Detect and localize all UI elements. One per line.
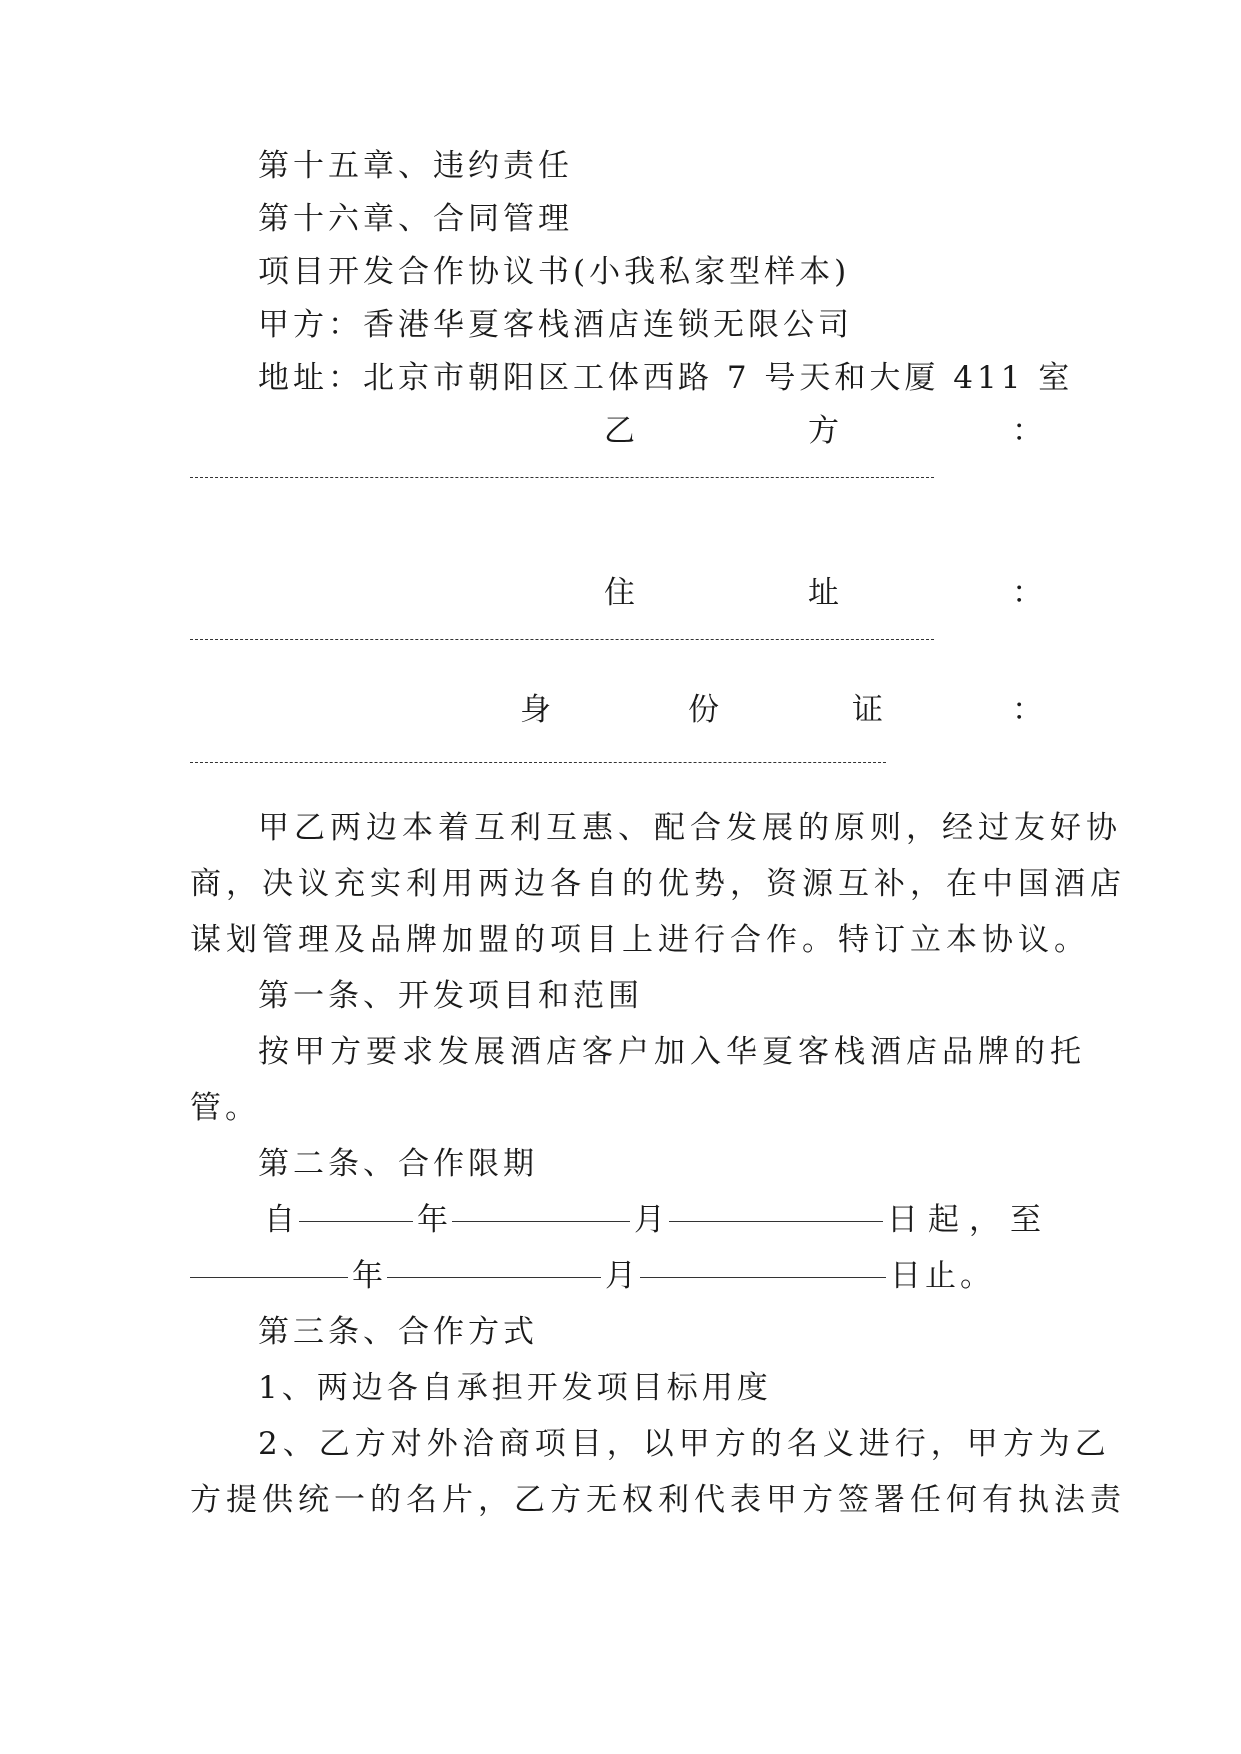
intro-line-2: 商，决议充实利用两边各自的优势，资源互补，在中国酒店 <box>190 866 1126 902</box>
party-b-blank-line <box>190 477 934 478</box>
residence-char-1: 住 <box>604 575 635 611</box>
residence-colon: ： <box>1012 575 1043 611</box>
period-day-from: 日起，至 <box>887 1202 1051 1238</box>
id-card-char-1: 身 <box>520 692 551 728</box>
period-year-2: 年 <box>352 1258 383 1294</box>
blank-month-from <box>452 1221 630 1222</box>
article-2-period-line-1 <box>264 1200 1064 1240</box>
article-1-body-2: 管。 <box>190 1090 260 1126</box>
residence-blank-line <box>190 639 934 640</box>
chapter-15: 第十五章、违约责任 <box>258 148 573 184</box>
chapter-16: 第十六章、合同管理 <box>258 201 573 237</box>
party-b-char-1: 乙 <box>604 413 635 449</box>
party-a: 甲方：香港华夏客栈酒店连锁无限公司 <box>258 307 853 343</box>
article-3-item-2-line-1: 2、乙方对外洽商项目，以甲方的名义进行，甲方为乙 <box>258 1426 1111 1462</box>
party-b-colon: ： <box>1012 413 1043 449</box>
blank-day-to <box>640 1277 886 1278</box>
article-2-period-line-2 <box>190 1256 995 1296</box>
period-month-2: 月 <box>605 1258 636 1294</box>
id-card-blank-line <box>190 762 886 763</box>
blank-year-to <box>190 1277 348 1278</box>
article-3-item-2-line-2: 方提供统一的名片，乙方无权利代表甲方签署任何有执法责 <box>190 1482 1126 1518</box>
intro-line-1: 甲乙两边本着互利互惠、配合发展的原则，经过友好协 <box>258 810 1122 846</box>
article-3-item-1: 1、两边各自承担开发项目标用度 <box>258 1370 772 1406</box>
blank-month-to <box>387 1277 601 1278</box>
article-2-title: 第二条、合作限期 <box>258 1146 538 1182</box>
blank-day-from <box>669 1221 883 1222</box>
party-a-address: 地址：北京市朝阳区工体西路 7 号天和大厦 411 室 <box>258 360 1074 396</box>
period-day-to: 日止。 <box>890 1258 995 1294</box>
article-3-title: 第三条、合作方式 <box>258 1314 538 1350</box>
period-from: 自 <box>264 1202 295 1238</box>
residence-char-2: 址 <box>808 575 839 611</box>
article-1-body-1: 按甲方要求发展酒店客户加入华夏客栈酒店品牌的托 <box>258 1034 1086 1070</box>
party-b-char-2: 方 <box>808 413 839 449</box>
period-month: 月 <box>634 1202 665 1238</box>
period-year: 年 <box>417 1202 448 1238</box>
id-card-char-2: 份 <box>688 692 719 728</box>
id-card-char-3: 证 <box>852 692 883 728</box>
intro-line-3: 谋划管理及品牌加盟的项目上进行合作。特订立本协议。 <box>190 922 1090 958</box>
id-card-colon: ： <box>1012 692 1043 728</box>
article-1-title: 第一条、开发项目和范围 <box>258 978 643 1014</box>
agreement-title: 项目开发合作协议书(小我私家型样本) <box>258 254 851 290</box>
blank-year-from <box>299 1221 413 1222</box>
